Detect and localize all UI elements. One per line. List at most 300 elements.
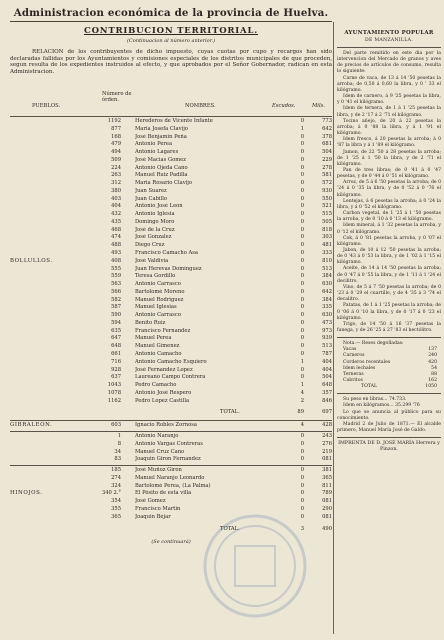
order-number: 661: [111, 350, 121, 357]
table-row: [10, 157, 332, 165]
column-headers: [10, 89, 332, 115]
escudos-value: 0: [300, 133, 304, 140]
slaughter-title: Nota.— Reses degolladas:: [343, 341, 404, 347]
order-number: 8: [117, 440, 121, 447]
table-row: [10, 203, 332, 211]
contributor-name: Ignacio Robles Zornosa: [135, 422, 197, 429]
table-row: [10, 467, 332, 475]
escudos-value: 0: [300, 448, 304, 455]
mils-value: 773: [322, 118, 332, 124]
table-row: [10, 422, 332, 430]
mils-value: 504: [322, 374, 332, 381]
mils-value: 081: [322, 498, 332, 505]
table-row: [10, 242, 332, 250]
contributor-name: Antonio Vargas Contreras: [135, 440, 203, 447]
escudos-value: 0: [300, 257, 304, 264]
table-row: [10, 172, 332, 180]
order-number: 435: [111, 218, 121, 225]
mils-value: 630: [322, 312, 332, 319]
contributor-name: Juan Herevas Dominguez: [135, 265, 202, 272]
mils-value: 973: [322, 327, 332, 334]
order-number: 877: [111, 125, 121, 132]
contributor-name: Antonio Ojeda Cano: [135, 164, 188, 171]
escudos-value: 4: [300, 422, 304, 429]
order-number: 34: [114, 448, 121, 455]
escudos-value: 0: [300, 343, 304, 350]
library-seal: [195, 511, 315, 621]
mils-value: 481: [322, 242, 332, 249]
mils-value: 243: [322, 433, 332, 440]
escudos-value: 0: [300, 218, 304, 225]
contributor-name: Antonio Camacho Esquiero: [135, 358, 207, 365]
ledger-section: [10, 433, 332, 464]
slaughter-label: Vacas: [343, 347, 357, 353]
sidebar-subtitle: DE MANZANILLA.: [365, 38, 413, 43]
table-row: [10, 449, 332, 457]
escudos-value: 2: [300, 397, 304, 404]
section-total: [10, 405, 332, 419]
mils-value: 384: [322, 273, 332, 280]
mils-value: 818: [322, 226, 332, 233]
mils-value: 648: [322, 382, 332, 389]
col-nombres: NOMBRES.: [185, 103, 216, 109]
escudos-value: 0: [300, 164, 304, 171]
contributor-name: Antonio Iglesia: [135, 211, 175, 218]
mils-value: 521: [322, 203, 332, 210]
contributor-name: Manuel Ruiz Padilla: [135, 172, 188, 179]
table-row: [10, 266, 332, 274]
contributor-name: Francisco Camacho Asa: [135, 250, 199, 257]
total-mils: 490: [322, 525, 332, 532]
table-row: [10, 490, 332, 498]
escudos-value: 0: [300, 156, 304, 163]
contributor-name: Bartolomé Moreno: [135, 288, 185, 295]
mils-value: 505: [322, 218, 332, 225]
price-paragraph: Arroz, de 5 á 6 '50 pesetas la arroba; de 0 '24 á 0 '35 la libra, y de 0 '52 á 0 '76 el kilógramo.: [337, 180, 441, 198]
slaughter-label: Terneras: [343, 371, 364, 377]
escudos-value: 0: [300, 350, 304, 357]
contributor-name: Juan Suarez: [135, 187, 167, 194]
mils-value: 550: [322, 195, 332, 202]
order-number: 1162: [107, 397, 121, 404]
table-row: [10, 289, 332, 297]
table-row: [10, 475, 332, 483]
price-paragraph: Trigo, de 14 '50 á 16 '37 pesetas la fanega, y de 26 '25 á 27 '83 el hectólitro.: [337, 321, 441, 334]
sidebar-column: [337, 30, 441, 636]
mils-value: 930: [322, 187, 332, 194]
escudos-value: 0: [300, 456, 304, 463]
escudos-value: 4: [300, 389, 304, 396]
contributor-name: Francisco Fernandez: [135, 327, 191, 334]
table-row: [10, 335, 332, 343]
price-paragraph: Carne de vaca, de 13 á 14 '50 pesetas la arroba; de 0,50 á 0,60 la libra, y 0 ' 33 el kilógramo.: [337, 75, 441, 93]
section-rule: [10, 465, 332, 466]
price-paragraph: Jabon, de 10 á 12 '50 pesetas la arroba; de 0 '43 á 0 '53 la libra, y de 1 '02 á 1 '15 el kilógramo.: [337, 248, 441, 266]
escudos-value: 0: [300, 319, 304, 326]
order-number: 224: [111, 164, 121, 171]
escudos-value: 0: [300, 374, 304, 381]
ledger-section: [10, 118, 332, 419]
escudos-value: 0: [300, 296, 304, 303]
table-row: [10, 188, 332, 196]
mils-value: 473: [322, 319, 332, 326]
order-number: 647: [111, 335, 121, 342]
price-paragraph: Aceite, de 14 á 14 '50 pesetas la arroba; de 0 '47 á 0 '55 la libra, y de 1 '11 á 1 '24 el decilitro.: [337, 266, 441, 284]
contributor-name: Maria Josefa Clavijo: [135, 125, 188, 132]
price-paragraph: Tocino añejo, de 20 á 22 pesetas la arroba; á 0 '88 la libra, y á 1 '91 el kilógramo.: [337, 118, 441, 137]
escudos-value: 0: [300, 250, 304, 257]
price-paragraphs: [337, 51, 441, 334]
table-row: [10, 149, 332, 157]
table-row: [10, 351, 332, 359]
table-row: [10, 227, 332, 235]
mils-value: 810: [322, 257, 332, 264]
contributor-name: Antonio Naranjo: [135, 433, 179, 440]
sidebar-rule-2: [337, 337, 441, 338]
sidebar-title: AYUNTAMIENTO POPULAR: [344, 30, 434, 36]
total-escudos: 89: [297, 409, 304, 416]
table-row: [10, 498, 332, 506]
contributor-name: Antonio Camacho: [135, 350, 182, 357]
order-number: 590: [111, 312, 121, 319]
escudos-value: 0: [300, 242, 304, 249]
table-row: [10, 134, 332, 142]
contributor-name: Pedro Lopez Castilla: [135, 397, 190, 404]
town-name: HINOJOS.: [10, 490, 43, 497]
mils-value: 365: [322, 474, 332, 481]
ledger-sections: [10, 118, 332, 536]
order-number: 168: [111, 133, 121, 140]
order-number: 563: [111, 281, 121, 288]
slaughter-label: Idem lechales: [343, 365, 376, 371]
table-row: [10, 456, 332, 464]
order-number: 1043: [107, 382, 121, 389]
order-number: 474: [111, 234, 121, 241]
column-divider: [333, 22, 334, 634]
contributor-name: Pedro Camacho: [135, 382, 177, 389]
mils-value: 303: [322, 234, 332, 241]
escudos-value: 0: [300, 281, 304, 288]
table-row: [10, 398, 332, 406]
order-number: 408: [111, 257, 121, 264]
price-paragraph: Cok, á 0 '81 pesetas la arroba, y 0 '07 el kilógramo.: [337, 235, 441, 247]
escudos-value: 0: [300, 234, 304, 241]
escudos-value: 0: [300, 180, 304, 187]
order-number: 324: [111, 482, 121, 489]
table-row: [10, 297, 332, 305]
sidebar-rule-3: [337, 393, 441, 394]
contributor-name: Juan Cabillo: [135, 195, 167, 202]
sidebar-rule: [337, 47, 441, 48]
contributor-name: José Macias Gomez: [135, 156, 186, 163]
escudos-value: 0: [300, 172, 304, 179]
contributor-name: Joaquin Béjar: [135, 513, 171, 520]
mils-value: 081: [322, 456, 332, 463]
table-row: [10, 211, 332, 219]
mils-value: 504: [322, 149, 332, 156]
mils-value: 939: [322, 335, 332, 342]
escudos-value: 0: [300, 187, 304, 194]
order-number: 635: [111, 327, 121, 334]
mils-value: 276: [322, 440, 332, 447]
imprint: IMPRENTA DE D. JOSÉ MARÍA Herrera y Pinzon.: [338, 441, 440, 453]
table-row: [10, 219, 332, 227]
closing-paragraph: Idem en kilógramos... 35.299 '76: [343, 403, 420, 409]
escudos-value: 0: [300, 498, 304, 505]
table-row: [10, 312, 332, 320]
contributor-name: Antonio Carrasco: [135, 281, 181, 288]
contributor-name: Joaquin Giron Fernandez: [135, 456, 201, 463]
mils-value: 335: [322, 304, 332, 311]
order-number: 509: [111, 156, 121, 163]
town-name: BOLLULLOS.: [10, 257, 53, 264]
mils-value: 404: [322, 358, 332, 365]
header-rule: [10, 116, 332, 117]
contributor-name: José Muñoz Giron: [135, 467, 182, 474]
slaughter-value: 54: [431, 365, 437, 371]
slaughter-list: [337, 347, 441, 384]
contributor-name: Francisco Martin: [135, 505, 181, 512]
continuation-note: (Continuacion al número anterior.): [126, 38, 216, 44]
escudos-value: 0: [300, 141, 304, 148]
table-row: [10, 390, 332, 398]
escudos-value: 0: [300, 513, 304, 520]
escudos-value: 0: [300, 149, 304, 156]
escudos-value: 0: [300, 490, 304, 497]
main-column: [10, 6, 332, 636]
table-row: [10, 441, 332, 449]
escudos-value: 0: [300, 211, 304, 218]
total-label: TOTAL.: [220, 525, 240, 532]
order-number: 263: [111, 172, 121, 179]
contributor-name: José de la Cruz: [135, 226, 175, 233]
section-title: CONTRIBUCION TERRITORIAL.: [84, 26, 258, 36]
mils-value: 642: [322, 125, 332, 132]
contributor-name: Diego Cruz: [135, 242, 165, 249]
contributor-name: Bartolomé Perea, (La Palma): [135, 482, 211, 489]
escudos-value: 0: [300, 366, 304, 373]
mils-value: 219: [322, 448, 332, 455]
order-number: 493: [111, 250, 121, 257]
price-paragraph: Idem fresco, á 20 pesetas la arroba; á 0 '87 la libra y á 1 '89 el kilógramo.: [337, 137, 441, 149]
order-number: 468: [111, 226, 121, 233]
mils-value: 357: [322, 389, 332, 396]
table-row: [10, 196, 332, 204]
mils-value: 513: [322, 343, 332, 350]
order-number: 354: [111, 498, 121, 505]
escudos-value: 0: [300, 118, 304, 124]
order-number: 716: [111, 358, 121, 365]
order-number: 555: [111, 265, 121, 272]
mils-value: 384: [322, 296, 332, 303]
slaughter-total-label: TOTAL: [361, 384, 378, 390]
table-row: [10, 367, 332, 375]
slaughter-label: Cabritos: [343, 378, 363, 384]
mils-value: 404: [322, 366, 332, 373]
order-number: 1192: [107, 118, 121, 124]
order-number: 637: [111, 374, 121, 381]
contributor-name: Domingo Moro: [135, 218, 175, 225]
footer-continuation: (Se continuará): [151, 538, 191, 545]
price-paragraph: Idem de ternera, de 1 á 1 '25 pesetas la libra, y de 2 '17 á 2 '71 el kilógramo.: [337, 106, 441, 118]
ledger-section: [10, 422, 332, 430]
price-paragraph: Pan de tres libras; de 0 '41 á 0 '47 pesetas, y de 0 '44 á 0 '51 el kilógramo.: [337, 167, 441, 180]
total-escudos: 3: [300, 525, 304, 532]
escudos-value: 0: [300, 505, 304, 512]
escudos-value: 0: [300, 203, 304, 210]
escudos-value: 0: [300, 327, 304, 334]
mils-value: 642: [322, 288, 332, 295]
contributor-name: Antonio Perea: [135, 141, 173, 148]
total-mils: 697: [322, 409, 332, 416]
mils-value: 229: [322, 156, 332, 163]
contributor-name: Manuel Rodriguez: [135, 296, 184, 303]
contributor-name: Antonio José Leon: [135, 203, 183, 210]
escudos-value: 0: [300, 474, 304, 481]
mils-value: 789: [322, 490, 332, 497]
contributor-name: Manuel Perea: [135, 335, 172, 342]
escudos-value: 0: [300, 312, 304, 319]
escudos-value: 0: [300, 226, 304, 233]
order-number: 559: [111, 273, 121, 280]
escudos-value: 1: [300, 382, 304, 389]
order-number: 488: [111, 242, 121, 249]
mils-value: 515: [322, 211, 332, 218]
mils-value: 572: [322, 180, 332, 187]
table-row: [10, 141, 332, 149]
contributor-name: Antonio Lagares: [135, 149, 179, 156]
mils-value: 787: [322, 350, 332, 357]
table-row: [10, 433, 332, 441]
contributor-name: José Fernandez Lopez: [135, 366, 193, 373]
slaughter-value: 137: [428, 347, 437, 353]
col-numero: Número de órden.: [102, 91, 132, 103]
order-number: 928: [111, 366, 121, 373]
order-number: 365: [111, 513, 121, 520]
total-label: TOTAL.: [220, 409, 240, 416]
contributor-name: Manuel Gimenez: [135, 343, 180, 350]
mils-value: 846: [322, 397, 332, 404]
section-rule: [10, 420, 332, 421]
table-row: [10, 320, 332, 328]
mils-value: 581: [322, 172, 332, 179]
order-number: 594: [111, 319, 121, 326]
title-rule: [10, 21, 332, 22]
mils-value: 381: [322, 467, 332, 474]
table-row: [10, 180, 332, 188]
contributor-name: Manuel Cruz Cano: [135, 448, 185, 455]
order-number: 582: [111, 296, 121, 303]
slaughter-total-value: 1050: [425, 384, 437, 390]
contributor-name: Maria Rosario Clavijo: [135, 180, 193, 187]
price-paragraph: Del parte remitido en este dia por la intervencion del Mercado de granos y aves de precios de artículos de consumo, resulta lo siguiente:: [337, 51, 441, 75]
table-row: [10, 328, 332, 336]
slaughter-value: 420: [428, 359, 437, 365]
escudos-value: 0: [300, 482, 304, 489]
town-name: GIBRALEON.: [10, 422, 53, 429]
table-row: [10, 374, 332, 382]
mils-value: 290: [322, 505, 332, 512]
table-row: [10, 483, 332, 491]
closing-paragraph: Madrid 2 de Julio de 1871.— El alcalde primero, Manuel María José de Galdo.: [337, 421, 441, 434]
contributor-name: José Gonzalez: [135, 234, 172, 241]
slaughter-label: Carneros: [343, 353, 365, 359]
price-paragraph: Idem de carnero, á 9 '25 pesetas la libra, y 0 '41 el kilógramo.: [337, 94, 441, 106]
closing-paragraphs: [337, 397, 441, 434]
contributor-name: Laureano Campo Contrera: [135, 374, 206, 381]
table-row: [10, 382, 332, 390]
escudos-value: 0: [300, 288, 304, 295]
order-number: 380: [111, 187, 121, 194]
mils-value: 378: [322, 133, 332, 140]
order-number: 312: [111, 180, 121, 187]
slaughter-value: 162: [428, 378, 437, 384]
order-number: 274: [111, 474, 121, 481]
table-row: [10, 359, 332, 367]
col-escudos: Escudos.: [272, 103, 296, 109]
intro-paragraph: RELACION de los contribuyentes de dicho impuesto, cuyas cuotas por cupo y recargos han sido declaradas fallidas por los Ayuntamientos y comisiones especiales de los distritos municipales de que proceden, segun resulta de los expedientes instruidos al efecto, y que aprobados por el Señor Gobernador, radican en esta Administracion.: [10, 49, 332, 75]
price-paragraph: Vino, de 5 á 7 '50 pesetas la arroba; de 0 '23 á 0 '29 el cuartillo, y de 4 '35 á 3 '74 el decalitro.: [337, 284, 441, 303]
table-row: [10, 273, 332, 281]
price-paragraph: Patatas, de 1 á 1 '25 pesetas la arroba; de 0 '06 á 0 '10 la libra, y de 0 '17 á 0 '23 el kilógramo.: [337, 303, 441, 321]
order-number: 432: [111, 211, 121, 218]
order-number: 403: [111, 195, 121, 202]
order-number: 479: [111, 141, 121, 148]
escudos-value: 0: [300, 467, 304, 474]
slaughter-label: Corderos recentales: [343, 359, 391, 365]
contributor-name: José Valdivia: [135, 257, 169, 264]
table-row: [10, 304, 332, 312]
order-number: 83: [114, 456, 121, 463]
table-row: [10, 118, 332, 126]
escudos-value: 1: [300, 358, 304, 365]
mils-value: 811: [322, 482, 332, 489]
price-paragraph: Carbon vegetal, de 1 '25 á 1 '50 pesetas la arroba, y de 0 '10 á 0 '13 el kilógramo.: [337, 211, 441, 223]
contributor-name: Herederos de Vicente Infante: [135, 118, 213, 124]
contributor-name: Manuel Naranjo Leonardo: [135, 474, 205, 481]
escudos-value: 0: [300, 304, 304, 311]
escudos-value: 0: [300, 433, 304, 440]
mils-value: 681: [322, 141, 332, 148]
sidebar-rule-4: [337, 437, 441, 438]
order-number: 404: [111, 203, 121, 210]
mils-value: 630: [322, 281, 332, 288]
contributor-name: Antonio Carrasco: [135, 312, 181, 319]
contributor-name: El Pósito de esta villa: [135, 490, 192, 497]
col-mils: Mils.: [312, 103, 325, 109]
contributor-name: Benito Ruiz: [135, 319, 166, 326]
order-number: 355: [111, 505, 121, 512]
escudos-value: 0: [300, 265, 304, 272]
order-number: 185: [111, 467, 121, 474]
contributor-name: José Benjamin Peña: [135, 133, 187, 140]
mils-value: 428: [322, 422, 332, 429]
escudos-value: 0: [300, 273, 304, 280]
col-pueblos: PUEBLOS.: [32, 103, 61, 109]
order-number: 587: [111, 304, 121, 311]
order-number: 648: [111, 343, 121, 350]
escudos-value: 0: [300, 440, 304, 447]
order-number: 1: [117, 433, 121, 440]
page-title: Administracion económica de la provincia de Huelva.: [13, 7, 329, 19]
section-rule: [10, 431, 332, 432]
escudos-value: 0: [300, 195, 304, 202]
closing-paragraph: Su peso en libras... 74.733.: [343, 397, 407, 403]
escudos-value: 0: [300, 335, 304, 342]
table-row: [10, 126, 332, 134]
contributor-name: Antonio José Respero: [135, 389, 192, 396]
slaughter-value: 88: [431, 371, 437, 377]
